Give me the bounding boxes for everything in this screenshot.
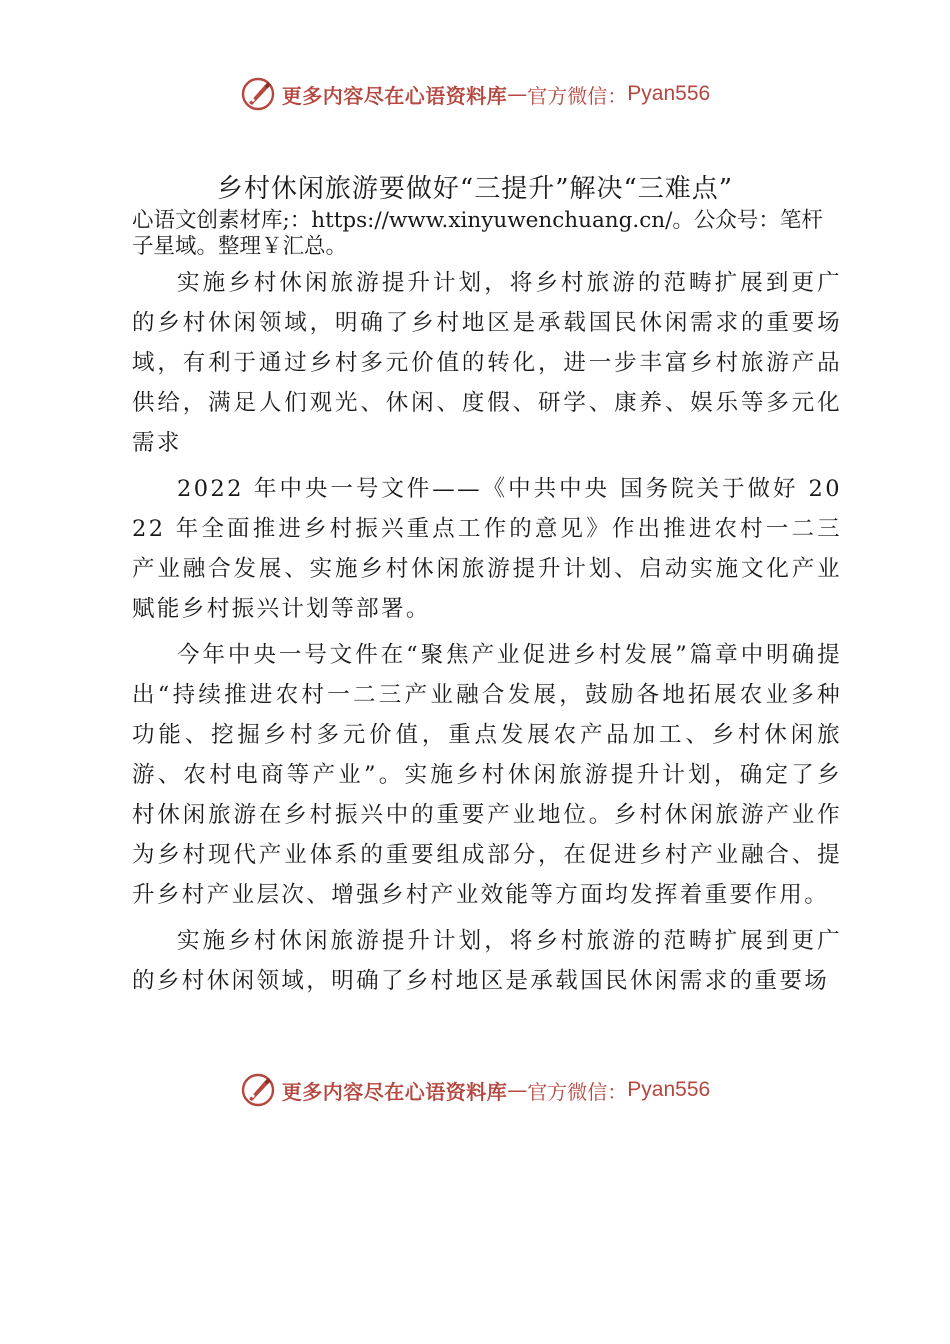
banner-separator: —: [507, 1078, 528, 1102]
pen-logo-icon: [240, 1072, 276, 1108]
document-body: [132, 263, 842, 1007]
paragraph: 2022 年中央一号文件——《中共中央 国务院关于做好 2022 年全面推进乡村振兴重点工作的意见》作出推进农村一二三产业融合发展、实施乡村休闲旅游提升计划、启动实施文化产业赋能乡村振兴计划等部署。: [132, 476, 842, 622]
document-title: 乡村休闲旅游要做好“三提升”解决“三难点”: [216, 174, 734, 204]
paragraph: 今年中央一号文件在“聚焦产业促进乡村发展”篇章中明确提出“持续推进农村一二三产业融合发展，鼓励各地拓展农业多种功能、挖掘乡村多元价值，重点发展农产品加工、乡村休闲旅游、农村电商等产业”。实施乡村休闲旅游提升计划，确定了乡村休闲旅游在乡村振兴中的重要产业地位。乡村休闲旅游产业作为乡村现代产业体系的重要组成部分，在促进乡村产业融合、提升乡村产业层次、增强乡村产业效能等方面均发挥着重要作用。: [132, 642, 842, 908]
banner-wechat-id: Pyan556: [627, 1078, 711, 1101]
banner-wechat-id: Pyan556: [627, 82, 711, 105]
paragraph: 实施乡村休闲旅游提升计划，将乡村旅游的范畴扩展到更广的乡村休闲领域，明确了乡村地区是承载国民休闲需求的重要场域，有利于通过乡村多元价值的转化，进一步丰富乡村旅游产品供给，满足人们观光、休闲、度假、研学、康养、娱乐等多元化需求: [132, 270, 842, 456]
source-line: 心语文创素材库;：https://www.xinyuwenchuang.cn/。公众号：笔杆子星域。整理￥汇总。: [132, 208, 823, 259]
banner-separator: —: [507, 82, 528, 106]
banner-wechat-label: 官方微信：: [527, 83, 628, 108]
banner-slogan: 更多内容尽在心语资料库: [281, 83, 508, 108]
header-banner: [0, 72, 950, 116]
footer-banner: [0, 1068, 950, 1112]
paragraph: 实施乡村休闲旅游提升计划，将乡村旅游的范畴扩展到更广的乡村休闲领域，明确了乡村地区是承载国民休闲需求的重要场: [132, 928, 842, 994]
banner-slogan: 更多内容尽在心语资料库: [281, 1079, 508, 1104]
pen-logo-icon: [240, 76, 276, 112]
banner-wechat-label: 官方微信：: [527, 1079, 628, 1104]
